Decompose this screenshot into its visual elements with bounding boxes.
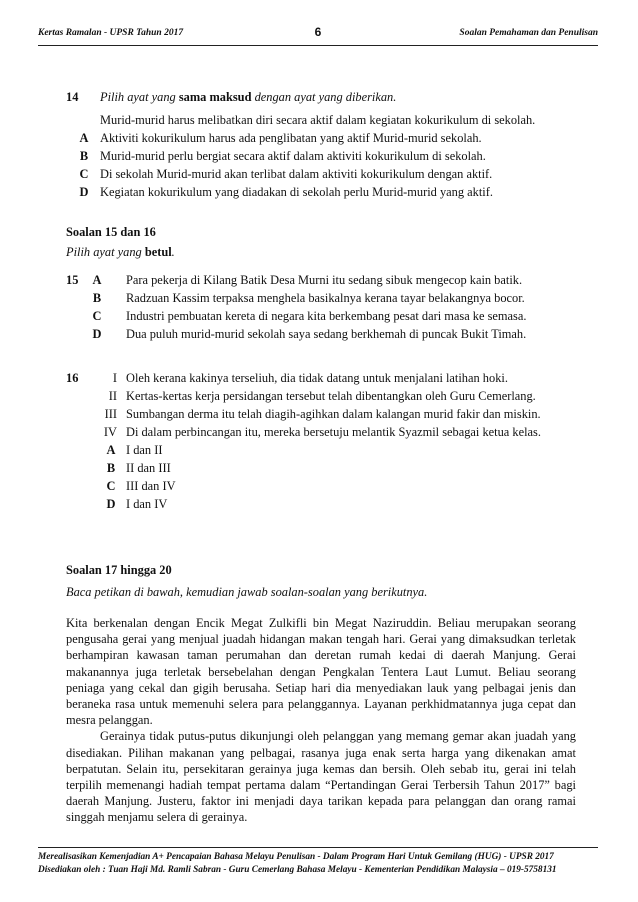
footer-divider [38, 847, 598, 848]
statement-text: Di dalam perbincangan itu, mereka bersetuju melantik Syazmil sebagai ketua kelas. [126, 425, 541, 439]
statement-row [66, 369, 576, 387]
statement-numeral: I [112, 371, 117, 385]
option-row[interactable] [66, 495, 576, 513]
statement-row [66, 423, 576, 441]
option-text: Industri pembuatan kereta di negara kita berkembang pesat dari masa ke semasa. [126, 309, 527, 323]
question-number: 16 [66, 371, 79, 385]
option-text: I dan IV [126, 497, 168, 511]
section-instruction-17-20: Baca petikan di bawah, kemudian jawab soalan-soalan yang berikutnya. [66, 585, 428, 599]
option-text: Radzuan Kassim terpaksa menghela basikalnya kerana tayar belakangnya bocor. [126, 291, 525, 305]
header-divider [38, 45, 598, 46]
question-14-stem: Murid-murid harus melibatkan diri secara aktif dalam kegiatan kokurikulum di sekolah. [100, 113, 536, 127]
option-row[interactable] [66, 183, 576, 201]
option-letter: A [106, 443, 116, 457]
page-footer [38, 851, 598, 877]
statement-text: Sumbangan derma itu telah diagih-agihkan dalam kalangan murid fakir dan miskin. [126, 407, 541, 421]
option-text: Di sekolah Murid-murid akan terlibat dalam aktiviti kokurikulum dengan aktif. [100, 167, 493, 181]
option-row[interactable] [66, 165, 576, 183]
option-row[interactable] [66, 271, 576, 289]
option-text: III dan IV [126, 479, 176, 493]
option-row[interactable] [66, 477, 576, 495]
question-14 [66, 88, 576, 201]
footer-line-2: Disediakan oleh : Tuan Haji Md. Ramli Sabran - Guru Cemerlang Bahasa Melayu - Kementerian Pendidikan Malaysia – 019-5758131 [38, 865, 557, 875]
option-text: Para pekerja di Kilang Batik Desa Murni itu sedang sibuk mengecop kain batik. [126, 273, 523, 287]
option-row[interactable] [66, 289, 576, 307]
option-letter: D [92, 327, 102, 341]
option-text: Kegiatan kokurikulum yang diadakan di sekolah perlu Murid-murid yang aktif. [100, 185, 493, 199]
statement-text: Oleh kerana kakinya terseliuh, dia tidak datang untuk menjalani latihan hoki. [126, 371, 508, 385]
option-letter: A [79, 131, 89, 145]
section-title-17-20: Soalan 17 hingga 20 [66, 563, 172, 577]
option-row[interactable] [66, 129, 576, 147]
option-letter: C [106, 479, 116, 493]
option-letter: B [92, 291, 102, 305]
header-right: Soalan Pemahaman dan Penulisan [459, 28, 598, 38]
option-letter: B [79, 149, 89, 163]
option-text: Dua puluh murid-murid sekolah saya sedang berkhemah di puncak Bukit Timah. [126, 327, 527, 341]
option-text: Aktiviti kokurikulum harus ada penglibatan yang aktif Murid-murid sekolah. [100, 131, 482, 145]
option-text: Murid-murid perlu bergiat secara aktif dalam aktiviti kokurikulum di sekolah. [100, 149, 486, 163]
statement-row [66, 405, 576, 423]
statement-numeral: II [108, 389, 117, 403]
question-14-instruction: 14 Pilih ayat yang sama maksud dengan ayat yang diberikan. [66, 90, 397, 104]
statement-numeral: IV [103, 425, 117, 439]
option-row[interactable] [66, 325, 576, 343]
statement-text: Kertas-kertas kerja persidangan tersebut telah dibentangkan oleh Guru Cemerlang. [126, 389, 536, 403]
header-left: Kertas Ramalan - UPSR Tahun 2017 [38, 28, 184, 38]
option-row[interactable] [66, 147, 576, 165]
statement-row [66, 387, 576, 405]
statement-numeral: III [104, 407, 117, 421]
question-number: 14 [66, 90, 79, 104]
page-body [66, 88, 576, 826]
footer-line-1: Merealisasikan Kemenjadian A+ Pencapaian Bahasa Melayu Penulisan - Dalam Program Hari Untuk Gemilang (HUG) - UPSR 2017 [38, 852, 554, 862]
option-letter: C [92, 309, 102, 323]
option-text: II dan III [126, 461, 171, 475]
option-letter: B [106, 461, 116, 475]
option-letter: C [79, 167, 89, 181]
section-instruction-15-16: Pilih ayat yang betul. [66, 245, 175, 259]
page-number: 6 [314, 25, 322, 39]
question-15 [66, 271, 576, 343]
option-row[interactable] [66, 307, 576, 325]
section-title-15-16: Soalan 15 dan 16 [66, 225, 156, 239]
option-text: I dan II [126, 443, 163, 457]
option-letter: A [92, 273, 102, 287]
page-header [38, 24, 598, 44]
passage-paragraph-1: Kita berkenalan dengan Encik Megat Zulkifli bin Megat Naziruddin. Beliau merupakan seorang pengusaha gerai yang menjual juadah hidangan makan tengah hari. Gerai yang dimaksudkan terletak berhampiran kawasan taman perumahan dan deretan rumah kedai di daerah Manjung. Gerai makanannya juga terletak bersebelahan dengan Pengkalan Tentera Laut Lumut. Beliau seorang peniaga yang cekal dan gigih berusaha. Setiap hari dia menyediakan lauk yang pelbagai jenis dan beraneka rasa untuk memenuhi selera para pelanggannya. Layanan perkhidmatannya juga cepat dan mesra pelanggan. [66, 616, 576, 728]
passage-paragraph-2: Gerainya tidak putus-putus dikunjungi oleh pelanggan yang memang gemar akan juadah yang disediakan. Pilihan makanan yang pelbagai, rasanya juga enak serta harga yang dikenakan amat berpatutan. Selain itu, persekitaran gerainya juga kemas dan bersih. Oleh sebab itu, gerai ini telah terpilih memenangi hadiah tempat pertama dalam “Pertandingan Gerai Terbersih Tahun 2017” bagi daerah Manjung. Justeru, faktor ini menjadi daya tarikan kepada para pelanggan dan orang ramai singgah menjamu selera di gerainya. [66, 729, 576, 825]
option-row[interactable] [66, 441, 576, 459]
option-letter: D [106, 497, 116, 511]
option-letter: D [79, 185, 89, 199]
question-number: 15 [66, 273, 79, 287]
option-row[interactable] [66, 459, 576, 477]
question-16 [66, 369, 576, 513]
